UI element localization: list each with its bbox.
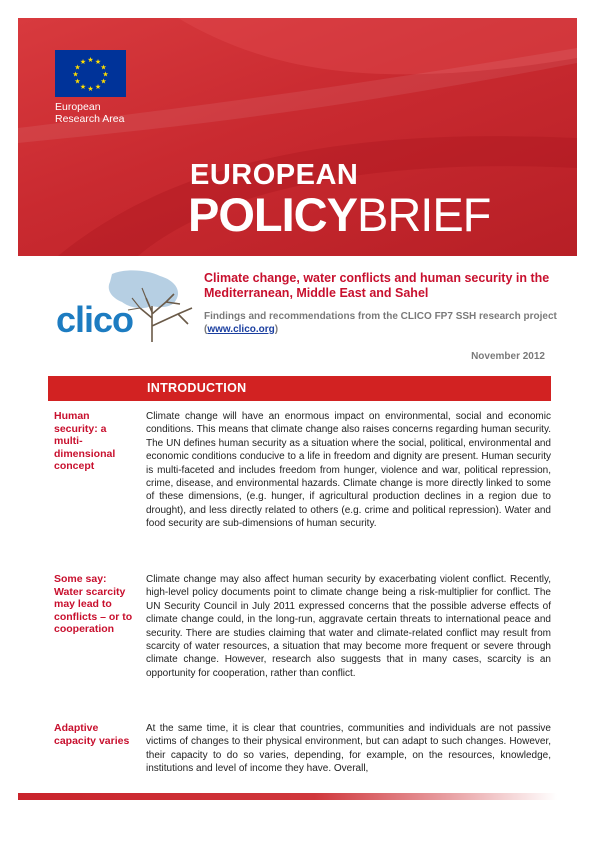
project-website-link[interactable]: www.clico.org xyxy=(207,323,275,335)
svg-text:★: ★ xyxy=(74,77,81,86)
brief-title-policybrief xyxy=(188,190,490,240)
project-subtitle xyxy=(204,311,564,336)
project-subtitle-text: Findings and recommendations from the CLICO FP7 SSH research project ( xyxy=(204,311,557,335)
footer-divider xyxy=(18,793,557,800)
svg-text:★: ★ xyxy=(94,58,102,66)
svg-text:★: ★ xyxy=(74,63,81,72)
project-title: Climate change, water conflicts and human security in the Mediterranean, Middle East and Sahel xyxy=(204,271,550,300)
section-header-bar xyxy=(48,376,551,401)
brief-title-policy: POLICY xyxy=(188,188,357,241)
svg-text:★: ★ xyxy=(94,83,102,91)
sidebar-heading: Adaptive capacity varies xyxy=(54,722,130,747)
svg-text:★: ★ xyxy=(100,77,107,86)
eu-flag-logo xyxy=(55,50,126,97)
svg-text:★: ★ xyxy=(87,56,94,64)
svg-text:★: ★ xyxy=(102,70,109,79)
svg-text:★: ★ xyxy=(87,85,94,93)
era-line-1: European xyxy=(55,101,101,113)
svg-text:★: ★ xyxy=(100,63,107,72)
era-line-2: Research Area xyxy=(55,113,125,125)
sidebar-heading: Human security: a multi-dimensional concept xyxy=(54,410,116,472)
brief-title-brief: BRIEF xyxy=(356,188,491,241)
svg-text:★: ★ xyxy=(79,58,87,66)
era-label xyxy=(55,101,124,125)
publication-date: November 2012 xyxy=(471,351,545,362)
body-paragraph: Climate change will have an enormous impact on environmental, social and economic conditions. This means that climate change also raises concerns regarding human security. The UN defines human security as a situation where the social, political, environmental and economic conditions conducive to a life in freedom and dignity are present. Human security is multi-faceted and includes freedom from hunger, violence and war, political repression, crime, disease, and environmental hazards. Climate change is more directly linked to some of these dimensions, (e.g. hunger, if agricultural production declines in a region due to drought), and less directly related to others (e.g. crime and political repression). Water and food security are sub-dimensions of human security. xyxy=(146,411,551,530)
clico-logo-text: clico xyxy=(56,299,134,340)
svg-text:★: ★ xyxy=(79,83,87,91)
svg-text:★: ★ xyxy=(72,70,79,79)
body-paragraph: At the same time, it is clear that countries, communities and individuals are not passive victims of changes to their physical environment, but can adapt to such changes. However, their capacity to do so varies, depending, for example, on the resources, knowledge, institutions and level of income they have. Overall, xyxy=(146,723,551,775)
brief-title-european: EUROPEAN xyxy=(190,159,359,191)
project-subtitle-close: ) xyxy=(274,323,279,335)
sidebar-heading: Some say: Water scarcity may lead to conflicts – or to cooperation xyxy=(54,573,133,635)
header-banner xyxy=(18,18,577,256)
section-header-title: INTRODUCTION xyxy=(147,381,247,395)
body-paragraph: Climate change may also affect human security by exacerbating violent conflict. Recently, high-level policy documents point to climate change being a risk-multiplier for conflict. The UN Security Council in July 2011 expressed concerns that the possible adverse effects of climate change could, in the long-run, aggravate certain threats to international peace and security. There are studies claiming that water and climate-related conflict may result from scarcity of water resources, a situation that may become more frequent or severe through climate change. However, research also suggests that in many cases, scarcity is an opportunity for cooperation, rather than conflict. xyxy=(146,574,551,679)
